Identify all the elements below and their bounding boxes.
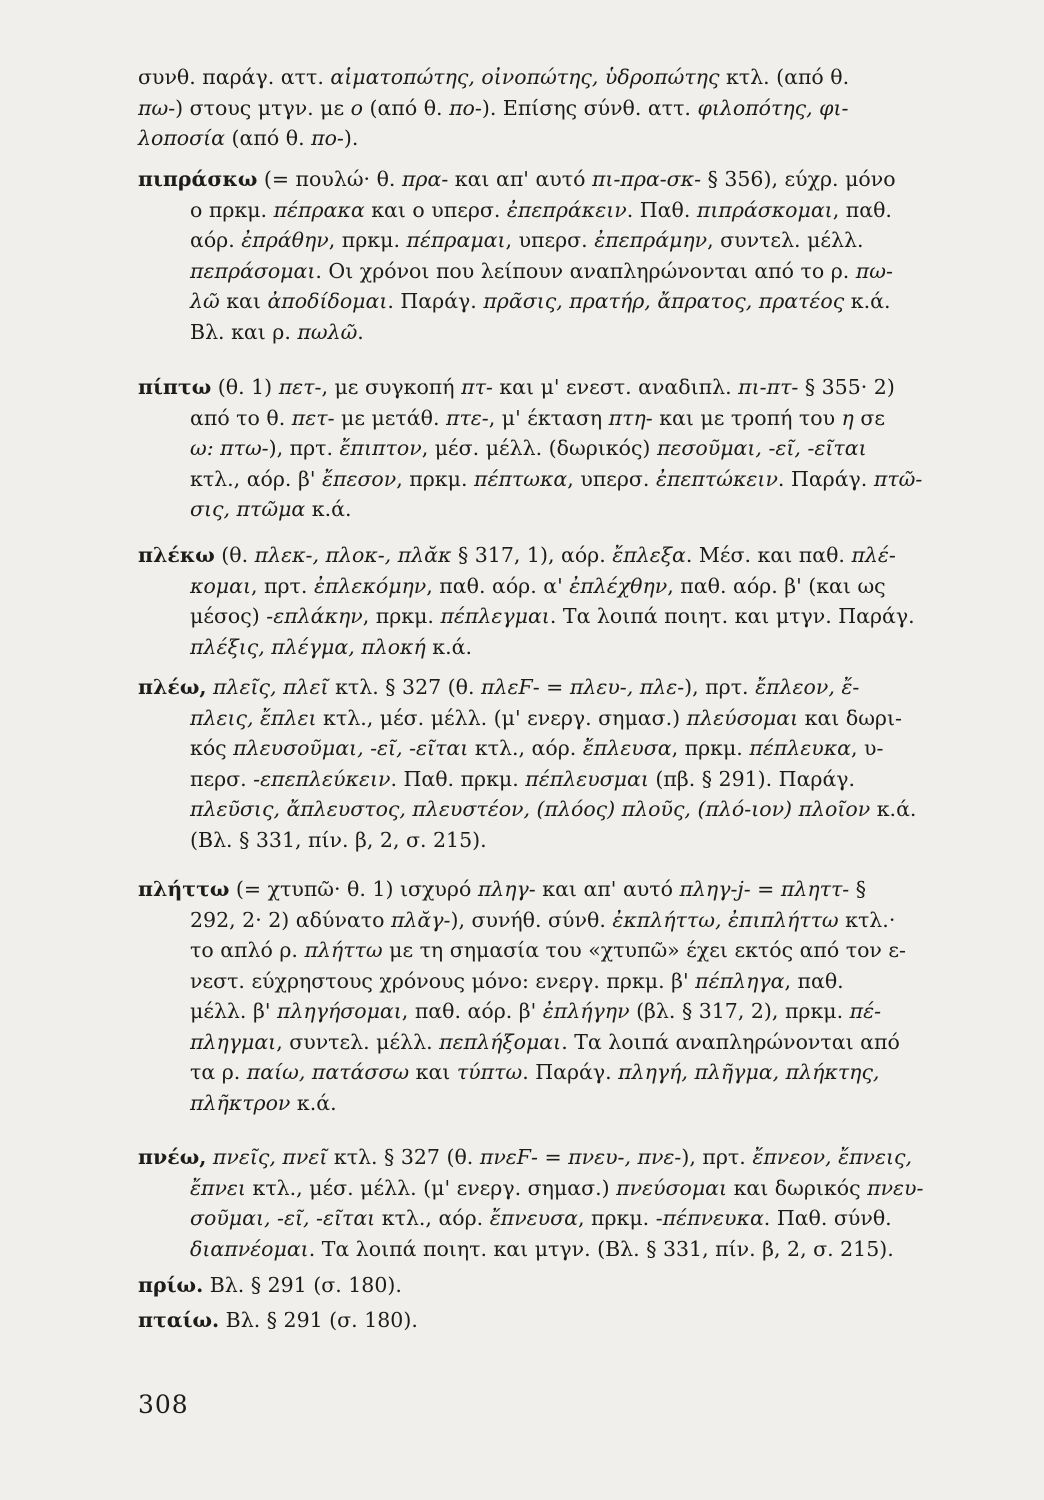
text-segment: κτλ.· (838, 907, 896, 932)
headword: πρίω. (138, 1273, 204, 1297)
entry-pipto (138, 372, 1018, 525)
greek-form: ἔπλευσα (582, 736, 672, 760)
greek-form: πεπράσομαι (190, 258, 316, 283)
greek-form: πωλῶ (297, 319, 358, 344)
greek-form: -επεπλεύκειν (253, 766, 391, 791)
greek-form: πληγ- (477, 877, 536, 901)
text-segment: . Οι χρόνοι που λείπουν αναπληρώνονται από το ρ. (315, 258, 856, 283)
text-segment: αόρ. (190, 228, 242, 252)
greek-form: πλῆκτρον (190, 1090, 291, 1115)
text-segment: (βλ. § 317, 2), πρκμ. (629, 999, 850, 1023)
greek-form: ἐπλήγην (542, 999, 630, 1023)
greek-form: λοποσία (138, 126, 226, 150)
greek-form: πληγμαι (190, 1029, 277, 1054)
greek-form: πετ- (291, 405, 335, 430)
greek-form: κομαι (190, 573, 251, 598)
greek-form: λῶ (190, 289, 220, 313)
greek-form: πω- (138, 95, 176, 120)
text-segment: (θ. (214, 543, 255, 567)
text-segment: μέσος) (190, 604, 267, 628)
text-line (138, 1305, 1018, 1336)
text-segment: . Παθ. (626, 197, 697, 222)
text-segment: , υ- (851, 736, 884, 760)
greek-form: πο- (449, 95, 482, 120)
text-segment: § 355· 2) (798, 375, 895, 399)
greek-form: ἔπλεον, ἔ- (755, 675, 860, 699)
text-segment: . Παράγ. (522, 1060, 619, 1084)
text-line (138, 433, 1018, 464)
text-segment: , παθ. αόρ. β' (και ως (667, 573, 886, 598)
text-segment: (= πουλώ· θ. (257, 167, 402, 191)
greek-form: πέπλεγμαι (440, 604, 550, 628)
text-line (138, 601, 1018, 632)
text-line (138, 372, 1018, 403)
text-segment: . Παθ. σύνθ. (763, 1206, 892, 1230)
text-segment: κτλ. § 327 (θ. (327, 1145, 480, 1169)
greek-form: ἐπεπράμην (594, 228, 708, 252)
greek-form: διαπνέομαι (190, 1236, 309, 1261)
greek-form: πετ- (278, 375, 322, 399)
entry-pleko (138, 540, 1018, 662)
greek-form: πτῶ- (873, 466, 923, 491)
greek-form: πω- (855, 258, 893, 283)
text-segment: § 317, 1), αόρ. (451, 543, 613, 567)
greek-form: πλέ- (851, 543, 896, 567)
text-segment: τα ρ. (190, 1060, 247, 1084)
text-line (138, 794, 1018, 825)
entry-pneo (138, 1142, 1018, 1264)
text-segment: . Παράγ. (387, 289, 484, 313)
text-segment: και με τροπή του (652, 405, 842, 430)
text-line (138, 825, 1018, 856)
headword: πλέω, (138, 675, 207, 699)
text-line (138, 403, 1018, 434)
greek-form: πλᾰγ- (390, 907, 451, 932)
text-segment: (πβ. § 291). Παράγ. (648, 766, 856, 791)
text-segment: . Τα λοιπά αναπληρώνονται από (561, 1029, 900, 1054)
text-segment: από το θ. (190, 405, 292, 430)
text-line (138, 1173, 1018, 1204)
text-line (138, 164, 1018, 195)
text-line (138, 195, 1018, 226)
text-segment: ο πρκμ. (190, 197, 274, 222)
greek-form: ἔπνευσα (489, 1206, 578, 1230)
greek-form: ἐκπλήττω, ἐπιπλήττω (612, 907, 839, 932)
text-segment: ). Επίσης σύνθ. αττ. (481, 95, 698, 120)
text-line (138, 966, 1018, 997)
greek-form: πληγ-j- = πληττ- (679, 877, 850, 901)
greek-form: πνεῖς, πνεῖ (212, 1145, 328, 1169)
text-segment: , υπερσ. (505, 228, 595, 252)
entry-ptaio (138, 1305, 1018, 1336)
greek-form: παίω, πατάσσω (246, 1060, 410, 1084)
greek-form: πεσοῦμαι, -εῖ, -εῖται (656, 436, 867, 460)
text-line (138, 494, 1018, 525)
text-segment: (θ. 1) (211, 375, 279, 399)
text-segment: , πρκμ. (396, 466, 474, 491)
greek-form: πέπραμαι (406, 228, 506, 252)
text-line (138, 703, 1018, 734)
text-segment: κτλ. § 327 (θ. (328, 675, 482, 699)
greek-form: πιπράσκομαι (696, 197, 833, 222)
text-segment: , πρτ. (251, 573, 314, 598)
text-line (138, 935, 1018, 966)
entry-prio (138, 1270, 1018, 1301)
greek-form: ἔπεσον (321, 466, 397, 491)
text-segment: και μ' ενεστ. αναδιπλ. (492, 375, 739, 399)
text-segment: κ.ά. (425, 634, 472, 659)
headword: πίπτω (138, 375, 212, 399)
greek-form: -επλάκην (266, 604, 363, 628)
greek-form: πι-πρα-σκ- (591, 167, 702, 191)
text-segment: κ.ά. (290, 1090, 337, 1115)
text-line (138, 317, 1018, 348)
text-segment: και ο υπερσ. (364, 197, 507, 222)
text-line (138, 1203, 1018, 1234)
text-segment: , υπερσ. (567, 466, 656, 491)
greek-form: πλεύσομαι (686, 705, 799, 730)
text-segment: κ.ά. (305, 497, 352, 521)
entry-continuation (138, 62, 1018, 154)
greek-form: πνεϜ- = πνευ-, πνε- (479, 1145, 682, 1169)
text-segment: Βλ. § 291 (σ. 180). (219, 1308, 418, 1332)
text-segment: ), πρτ. (684, 675, 756, 699)
text-line (138, 996, 1018, 1027)
text-segment: ) στους μτγν. με (175, 95, 351, 120)
greek-form: ἀποδίδομαι (267, 289, 388, 313)
greek-form: πνεύσομαι (616, 1175, 728, 1200)
text-segment: κτλ., μέσ. μέλλ. (μ' ενεργ. σημασ.) (245, 1175, 617, 1200)
text-line (138, 672, 1018, 703)
text-line (138, 905, 1018, 936)
greek-form: πληγήσομαι (276, 999, 402, 1023)
text-segment: ), πρτ. (681, 1145, 753, 1169)
greek-form: πλέξις, πλέγμα, πλοκή (190, 634, 426, 659)
text-segment: ), πρτ. (268, 436, 340, 460)
greek-form: ἐπράθην (241, 228, 329, 252)
headword: πλήττω (138, 877, 230, 901)
text-line (138, 1234, 1018, 1265)
text-segment: 292, 2· 2) αδύνατο (190, 907, 391, 932)
text-segment: νεστ. εύχρηστους χρόνους μόνο: ενεργ. πρκμ. β' (190, 968, 696, 993)
greek-form: η (841, 405, 854, 430)
text-line (138, 123, 1018, 154)
greek-form: φιλοπότης, φι- (697, 95, 849, 120)
headword: πιπράσκω (138, 167, 258, 191)
greek-form: πλεκ-, πλοκ-, πλᾰκ (254, 543, 452, 567)
greek-form: πλήττω (304, 938, 383, 962)
greek-form: ἐπλεκόμην (313, 573, 427, 598)
text-segment: κτλ., μέσ. μέλλ. (μ' ενεργ. σημασ.) (316, 705, 687, 730)
greek-form: πτ- (461, 375, 493, 399)
greek-form: πέπτωκα (473, 466, 568, 491)
greek-form: αἱματοπώτης, οἰνοπώτης, ὑδροπώτης (330, 65, 720, 89)
greek-form: ἐπεπράκειν (506, 197, 627, 222)
text-segment: , πρκμ. (577, 1206, 656, 1230)
greek-form: ο (350, 95, 363, 120)
text-line (138, 286, 1018, 317)
text-line (138, 225, 1018, 256)
text-segment: με τη σημασία του «χτυπῶ» έχει εκτός από τον ε- (382, 938, 906, 962)
greek-form: πέπλευκα (749, 736, 852, 760)
greek-form: πλεϜ- = πλευ-, πλε- (481, 675, 685, 699)
text-line (138, 1027, 1018, 1058)
text-segment: περσ. (190, 766, 254, 791)
greek-form: πέπρακα (273, 197, 365, 222)
text-segment: σε (853, 405, 885, 430)
entry-piprasko (138, 164, 1018, 347)
headword: πταίω. (138, 1308, 220, 1332)
text-segment: . Παθ. πρκμ. (390, 766, 526, 791)
text-segment: , μέσ. μέλλ. (δωρικός) (421, 436, 657, 460)
greek-form: ἐπλέχθην (569, 573, 668, 598)
text-segment: . Μέσ. και παθ. (685, 543, 852, 567)
text-line (138, 93, 1018, 124)
greek-form: ἔπνεον, ἔπνεις, (752, 1145, 913, 1169)
greek-form: -πέπνευκα (655, 1206, 764, 1230)
text-segment: κτλ., αόρ. (375, 1206, 490, 1230)
text-segment: (από θ. (363, 95, 450, 120)
greek-form: πέπλευσμαι (525, 766, 649, 791)
text-segment: ), συνήθ. σύνθ. (450, 907, 613, 932)
greek-form: πλεις, ἔπλει (190, 705, 317, 730)
text-segment: ). (343, 126, 359, 150)
entry-pleo (138, 672, 1018, 855)
greek-form: πλευσοῦμαι, -εῖ, -εῖται (233, 736, 469, 760)
text-line (138, 256, 1018, 287)
headword: πλέκω (138, 543, 215, 567)
greek-form: ἐπεπτώκειν (655, 466, 778, 491)
text-segment: με μετάθ. (334, 405, 446, 430)
text-segment: κ.ά. (870, 797, 917, 821)
text-line (138, 571, 1018, 602)
headword: πνέω, (138, 1145, 207, 1169)
text-segment: και δωρι- (798, 705, 902, 730)
text-segment: , παθ. αόρ. β' (401, 999, 543, 1023)
text-segment: . Παράγ. (777, 466, 874, 491)
text-segment: . (357, 319, 364, 344)
text-segment: (από θ. (225, 126, 312, 150)
greek-form: πληγή, πλῆγμα, πλήκτης, (618, 1060, 880, 1084)
page-number: 308 (138, 1390, 189, 1419)
text-segment: Βλ. και ρ. (190, 319, 298, 344)
text-segment: . Τα λοιπά ποιητ. και μτγν. (Βλ. § 331, πίν. β, 2, σ. 215). (308, 1236, 894, 1261)
text-segment: κ.ά. (844, 289, 891, 313)
text-line (138, 764, 1018, 795)
greek-form: πρᾶσις, πρατήρ, ἄπρατος, πρατέος (483, 289, 845, 313)
text-segment: § 356), εύχρ. μόνο (701, 167, 896, 191)
text-line (138, 1088, 1018, 1119)
greek-form: πρα- (401, 167, 449, 191)
text-line (138, 632, 1018, 663)
greek-form: ἔπνει (190, 1175, 246, 1200)
greek-form: ἔπλεξα (612, 543, 686, 567)
text-segment: (= χτυπῶ· θ. 1) ισχυρό (229, 877, 478, 901)
text-segment: § (849, 877, 867, 901)
text-segment: και απ' αυτό (448, 167, 592, 191)
text-line (138, 1142, 1018, 1173)
text-line (138, 733, 1018, 764)
greek-form: τύπτω (456, 1060, 523, 1084)
text-segment: , παθ. (784, 968, 844, 993)
text-line (138, 1057, 1018, 1088)
greek-form: σοῦμαι, -εῖ, -εῖται (190, 1206, 376, 1230)
text-segment: και (409, 1060, 457, 1084)
text-segment: . Τα λοιπά ποιητ. και μτγν. Παράγ. (549, 604, 915, 628)
text-segment: Βλ. § 291 (σ. 180). (203, 1273, 402, 1297)
text-segment: και απ' αυτό (535, 877, 680, 901)
text-line (138, 540, 1018, 571)
greek-form: ω: πτω- (190, 436, 269, 460)
greek-form: πέ- (849, 999, 882, 1023)
text-segment: το απλό ρ. (190, 938, 305, 962)
text-segment: , μ' έκταση (488, 405, 609, 430)
text-segment: (Βλ. § 331, πίν. β, 2, σ. 215). (190, 827, 487, 852)
text-segment: μέλλ. β' (190, 999, 277, 1023)
text-segment: κτλ. (από θ. (719, 65, 850, 89)
greek-form: πι-πτ- (738, 375, 799, 399)
text-segment: , παθ. αόρ. α' (426, 573, 570, 598)
text-segment: και δωρικός (727, 1175, 868, 1200)
text-segment: , πρκμ. (328, 228, 407, 252)
text-segment: , συντελ. μέλλ. (276, 1029, 440, 1054)
greek-form: πεπλήξομαι (439, 1029, 562, 1054)
text-segment: , παθ. (832, 197, 892, 222)
entry-plitto (138, 874, 1018, 1118)
greek-form: πνευ- (867, 1175, 924, 1200)
text-segment: , με συγκοπή (321, 375, 462, 399)
greek-form: πέπληγα (695, 968, 785, 993)
text-line (138, 874, 1018, 905)
text-segment: , συντελ. μέλλ. (707, 228, 864, 252)
greek-form: σις, πτῶμα (190, 497, 306, 521)
text-segment: κός (190, 736, 234, 760)
greek-form: πλεῖς, πλεῖ (213, 675, 329, 699)
text-segment: , πρκμ. (671, 736, 750, 760)
greek-form: πλεῦσις, ἄπλευστος, πλευστέον, (πλόος) πλοῦς, (πλό-ιον) πλοῖον (190, 797, 871, 821)
greek-form: πτη- (608, 405, 653, 430)
text-segment: συνθ. παράγ. αττ. (138, 65, 331, 89)
text-segment: κτλ., αόρ. (468, 736, 583, 760)
text-line (138, 464, 1018, 495)
text-segment: , πρκμ. (362, 604, 441, 628)
text-segment: και (219, 289, 268, 313)
text-line (138, 62, 1018, 93)
text-segment: κτλ., αόρ. β' (190, 466, 322, 491)
greek-form: πο- (311, 126, 344, 150)
text-line (138, 1270, 1018, 1301)
greek-form: ἔπιπτον (339, 436, 422, 460)
greek-form: πτε- (445, 405, 489, 430)
